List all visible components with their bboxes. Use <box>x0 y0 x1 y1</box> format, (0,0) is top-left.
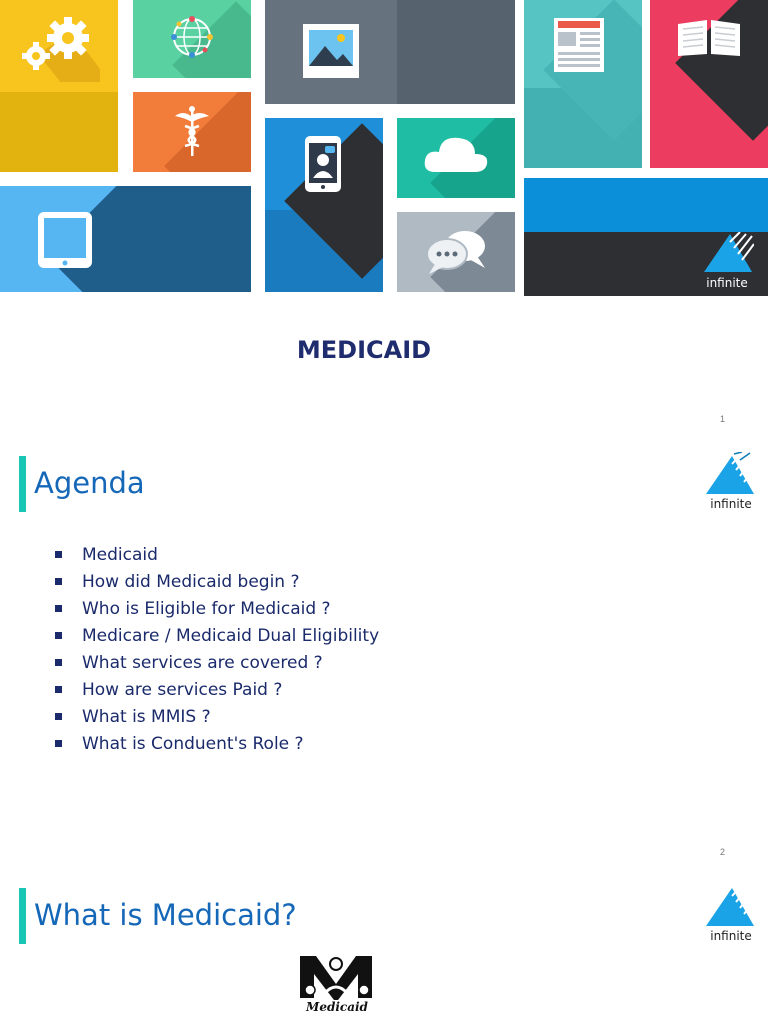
infinite-logo <box>696 232 758 294</box>
medicaid-logo <box>294 950 380 1016</box>
bullet-square-icon <box>55 686 62 693</box>
tile-collage <box>0 0 768 300</box>
bullet-square-icon <box>55 740 62 747</box>
agenda-item-services-paid: How are services Paid ? <box>52 678 379 705</box>
tile-image <box>265 0 515 104</box>
medicaid-accent-bar <box>19 888 26 944</box>
agenda-item-services-covered: What services are covered ? <box>52 651 379 678</box>
agenda-item-begin: How did Medicaid begin ? <box>52 570 379 597</box>
agenda-accent-bar <box>19 456 26 512</box>
page-number-2: 2 <box>720 847 726 857</box>
caduceus-icon <box>173 104 211 160</box>
cloud-icon <box>421 132 491 176</box>
medicaid-logo-text: Medicaid <box>306 1000 368 1014</box>
chat-bubbles-icon <box>425 228 489 276</box>
infinite-logo-mark <box>704 884 758 928</box>
tile-cloud <box>397 118 515 198</box>
infinite-logo-text: infinite <box>710 929 752 943</box>
bullet-square-icon <box>55 578 62 585</box>
agenda-item-medicaid: Medicaid <box>52 543 379 570</box>
gears-icon <box>10 14 100 82</box>
tile-brand-band <box>524 178 768 232</box>
agenda-item-dual-eligibility: Medicare / Medicaid Dual Eligibility <box>52 624 379 651</box>
infinite-logo-mark <box>700 232 754 274</box>
tile-book <box>650 0 768 168</box>
tile-tablet <box>0 186 251 292</box>
tile-phone <box>265 118 383 292</box>
bullet-square-icon <box>55 632 62 639</box>
tablet-icon <box>36 210 94 270</box>
slide-title-medicaid: MEDICAID <box>296 336 432 364</box>
phone-video-icon <box>303 134 343 194</box>
infinite-logo-mark <box>704 452 758 496</box>
medicaid-logo-mark <box>294 950 380 1002</box>
bullet-square-icon <box>55 713 62 720</box>
globe-network-icon <box>169 14 215 60</box>
tile-globe <box>133 0 251 78</box>
newspaper-icon <box>552 16 606 74</box>
tile-newspaper <box>524 0 642 168</box>
tile-brand-logo <box>524 232 768 296</box>
agenda-item-conduent-role: What is Conduent's Role ? <box>52 732 379 759</box>
infinite-logo-text: infinite <box>710 497 752 511</box>
tile-caduceus <box>133 92 251 172</box>
bullet-square-icon <box>55 659 62 666</box>
image-icon <box>301 22 363 82</box>
agenda-item-mmis: What is MMIS ? <box>52 705 379 732</box>
tile-gears <box>0 0 118 172</box>
agenda-item-eligible: Who is Eligible for Medicaid ? <box>52 597 379 624</box>
tile-chat <box>397 212 515 292</box>
agenda-infinite-logo <box>700 452 762 514</box>
page-number-1: 1 <box>720 414 726 424</box>
agenda-list <box>52 543 379 759</box>
what-is-medicaid-heading: What is Medicaid? <box>34 898 297 932</box>
bullet-square-icon <box>55 605 62 612</box>
bullet-square-icon <box>55 551 62 558</box>
medicaid-slide-infinite-logo <box>700 884 762 946</box>
book-icon <box>676 18 742 58</box>
agenda-heading: Agenda <box>34 466 145 500</box>
infinite-logo-text: infinite <box>706 276 748 290</box>
